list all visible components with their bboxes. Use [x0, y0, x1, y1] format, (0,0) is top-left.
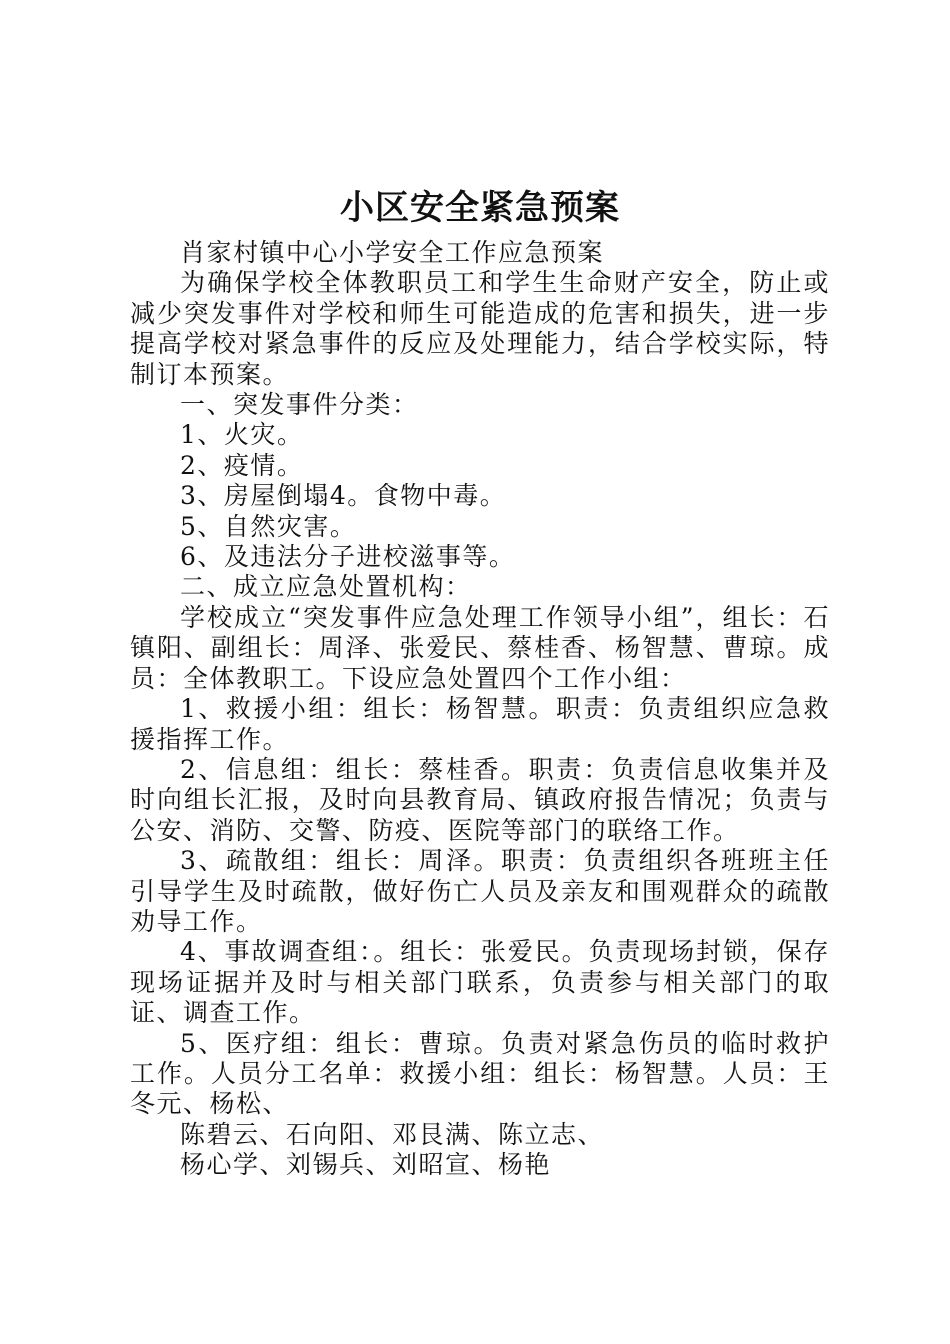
- paragraph-school-plan-heading: 肖家村镇中心小学安全工作应急预案: [180, 238, 605, 267]
- paragraph-evacuation-group: 3、疏散组：组长：周泽。职责：负责组织各班班主任引导学生及时疏散，做好伤亡人员及亲友和围观群众的疏散劝导工作。: [130, 846, 830, 936]
- paragraph-medical-group: 5、医疗组：组长：曹琼。负责对紧急伤员的临时救护工作。人员分工名单：救援小组：组长：杨智慧。人员：王冬元、杨松、: [130, 1028, 830, 1119]
- list-item-collapse-poisoning: 3、房屋倒塌4。食物中毒。: [180, 481, 507, 511]
- section-heading-classification: 一、突发事件分类：: [180, 390, 419, 420]
- document-title: 小区安全紧急预案: [340, 188, 620, 228]
- list-item-fire: 1、火灾。: [180, 420, 304, 450]
- paragraph-leadership-group: 学校成立“突发事件应急处理工作领导小组”，组长：石镇阳、副组长：周泽、张爱民、蔡桂香、杨智慧、曹琼。成员：全体教职工。下设应急处置四个工作小组：: [130, 602, 830, 693]
- paragraph-member-list-2: 杨心学、刘锡兵、刘昭宣、杨艳: [180, 1150, 552, 1180]
- paragraph-rescue-group: 1、救援小组：组长：杨智慧。职责：负责组织应急救援指挥工作。: [130, 694, 830, 754]
- section-heading-organization: 二、成立应急处置机构：: [180, 572, 472, 602]
- paragraph-member-list-1: 陈碧云、石向阳、邓艮满、陈立志、: [180, 1119, 605, 1149]
- list-item-epidemic: 2、疫情。: [180, 450, 304, 480]
- paragraph-information-group: 2、信息组：组长：蔡桂香。职责：负责信息收集并及时向组长汇报，及时向县教育局、镇政府报告情况；负责与公安、消防、交警、防疫、医院等部门的联络工作。: [130, 754, 830, 845]
- paragraph-investigation-group: 4、事故调查组：。组长：张爱民。负责现场封锁，保存现场证据并及时与相关部门联系，负责参与相关部门的取证、调查工作。: [130, 937, 830, 1028]
- list-item-trespassing: 6、及违法分子进校滋事等。: [180, 542, 516, 572]
- list-item-natural-disaster: 5、自然灾害。: [180, 511, 357, 541]
- paragraph-purpose: 为确保学校全体教职员工和学生生命财产安全，防止或减少突发事件对学校和师生可能造成的危害和损失，进一步提高学校对紧急事件的反应及处理能力，结合学校实际，特制订本预案。: [130, 268, 830, 389]
- document-page: [130, 186, 830, 1181]
